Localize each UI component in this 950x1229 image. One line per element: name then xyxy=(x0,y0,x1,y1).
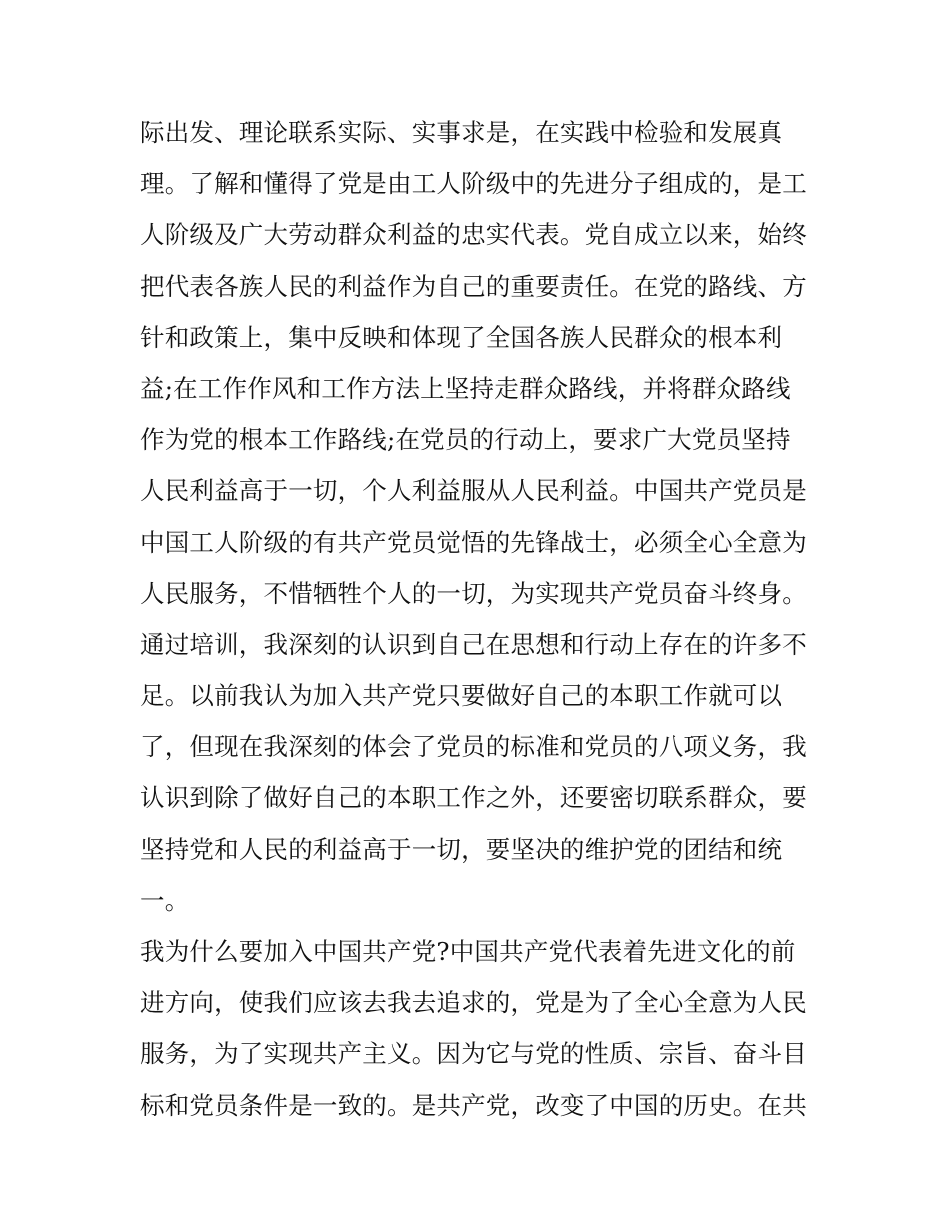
text-line: 认识到除了做好自己的本职工作之外，还要密切联系群众，要 xyxy=(140,783,807,813)
text-line: 通过培训，我深刻的认识到自己在思想和行动上存在的许多不 xyxy=(140,629,807,659)
text-line: 人民利益高于一切，个人利益服从人民利益。中国共产党员是 xyxy=(140,476,807,506)
text-line: 益;在工作作风和工作方法上坚持走群众路线，并将群众路线 xyxy=(140,373,791,403)
text-line: 坚持党和人民的利益高于一切，要坚决的维护党的团结和统 xyxy=(140,834,783,864)
text-line: 一。 xyxy=(140,885,190,915)
text-line: 服务，为了实现共产主义。因为它与党的性质、宗旨、奋斗目 xyxy=(140,1039,807,1069)
text-line: 我为什么要加入中国共产党?中国共产党代表着先进文化的前 xyxy=(140,937,796,966)
text-line: 足。以前我认为加入共产党只要做好自己的本职工作就可以 xyxy=(140,681,783,711)
text-line: 针和政策上，集中反映和体现了全国各族人民群众的根本利 xyxy=(140,322,783,352)
document-body xyxy=(140,107,830,1131)
text-line: 理。了解和懂得了党是由工人阶级中的先进分子组成的，是工 xyxy=(140,169,807,199)
text-line: 作为党的根本工作路线;在党员的行动上，要求广大党员坚持 xyxy=(140,425,791,455)
text-line: 际出发、理论联系实际、实事求是，在实践中检验和发展真 xyxy=(140,118,783,147)
text-line: 把代表各族人民的利益作为自己的重要责任。在党的路线、方 xyxy=(140,271,807,301)
text-line: 进方向，使我们应该去我去追求的，党是为了全心全意为人民 xyxy=(140,988,807,1018)
text-line: 人阶级及广大劳动群众利益的忠实代表。党自成立以来，始终 xyxy=(140,220,807,250)
text-line: 标和党员条件是一致的。是共产党，改变了中国的历史。在共 xyxy=(140,1090,807,1120)
text-line: 了，但现在我深刻的体会了党员的标准和党员的八项义务，我 xyxy=(140,732,807,762)
text-line: 人民服务，不惜牺牲个人的一切，为实现共产党员奋斗终身。 xyxy=(140,578,807,608)
text-line: 中国工人阶级的有共产党员觉悟的先锋战士，必须全心全意为 xyxy=(140,527,807,557)
